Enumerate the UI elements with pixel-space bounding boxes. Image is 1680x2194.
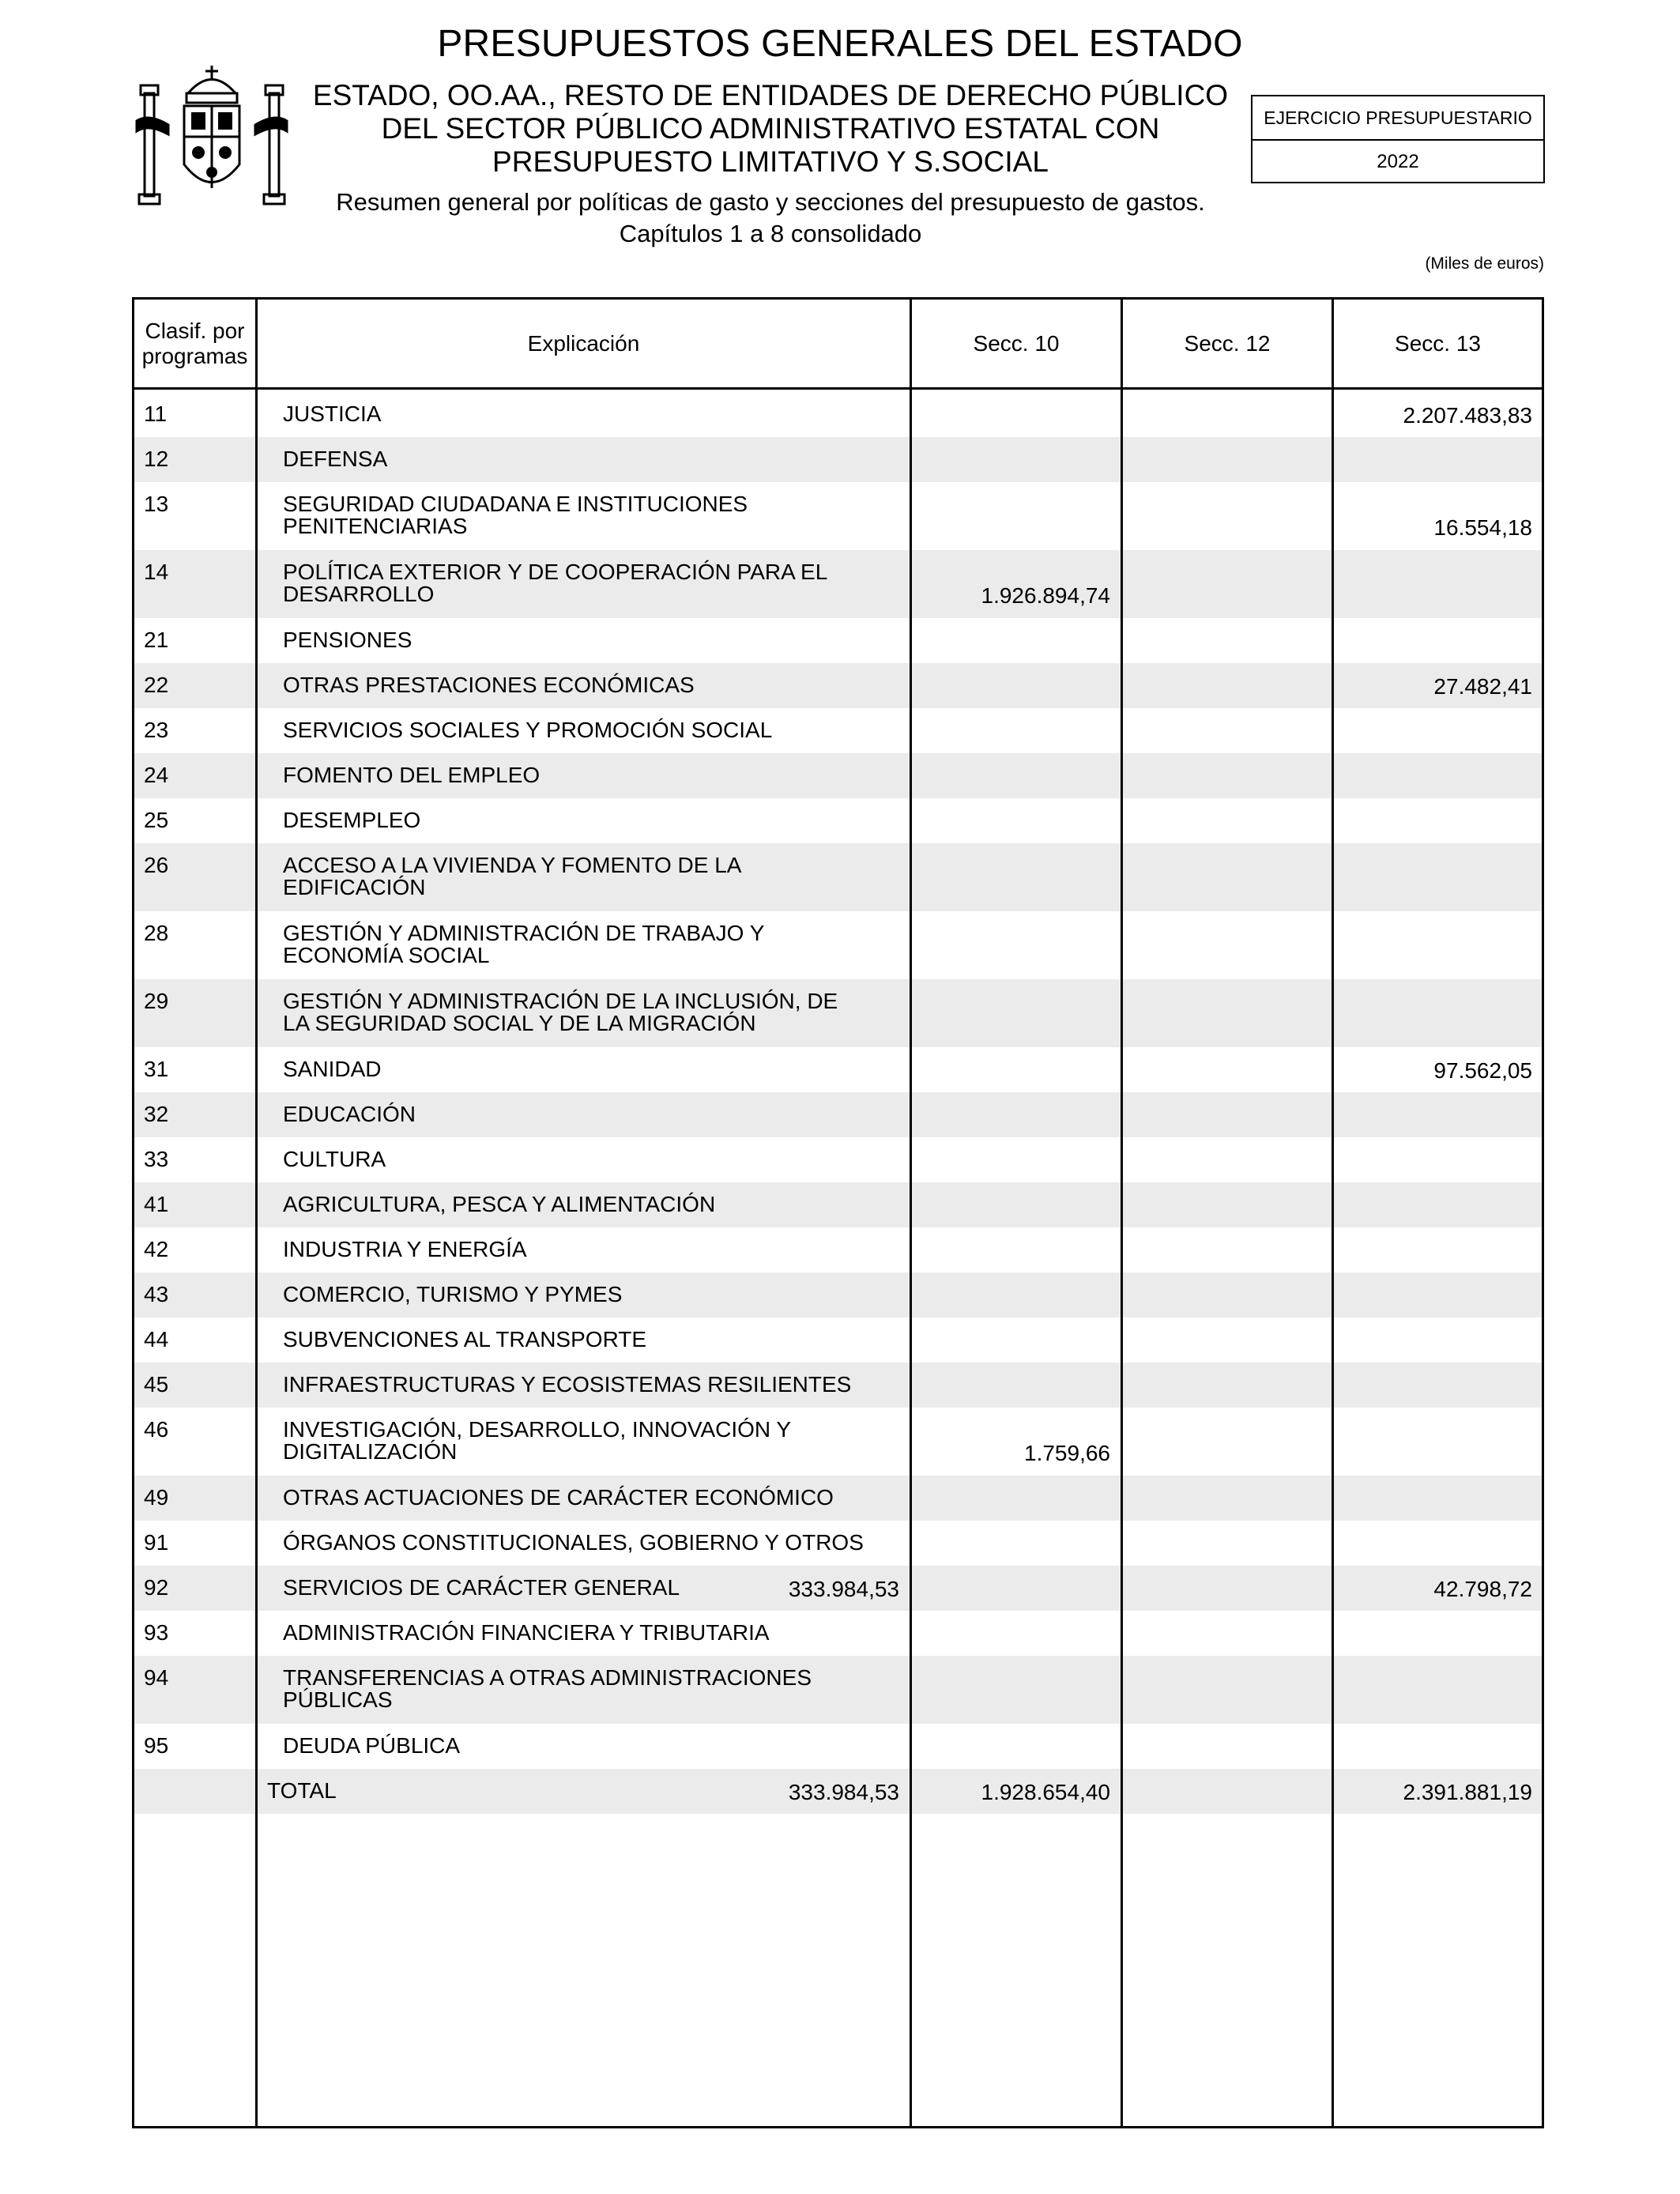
program-code: 14 xyxy=(144,560,169,584)
total-label: TOTAL xyxy=(267,1778,337,1803)
secc-12-value: 1.926.894,74 xyxy=(981,583,1110,608)
table-row xyxy=(134,843,1542,911)
description-line: TRANSFERENCIAS A OTRAS ADMINISTRACIONES xyxy=(283,1665,812,1690)
description-line: OTRAS PRESTACIONES ECONÓMICAS xyxy=(283,673,695,697)
description-line: POLÍTICA EXTERIOR Y DE COOPERACIÓN PARA EL xyxy=(283,560,828,584)
description-line: DEUDA PÚBLICA xyxy=(283,1733,461,1758)
column-divider xyxy=(1121,297,1123,2128)
fiscal-year-box xyxy=(1251,95,1545,183)
table-row xyxy=(134,911,1542,979)
secc-13-value: 2.207.483,83 xyxy=(1403,403,1532,428)
column-header-explicacion: Explicación xyxy=(527,330,640,356)
program-code: 41 xyxy=(144,1192,169,1216)
secc-13-value: 97.562,05 xyxy=(1433,1058,1532,1083)
program-code: 28 xyxy=(144,921,169,945)
description-line: INDUSTRIA Y ENERGÍA xyxy=(283,1237,527,1261)
secc-13-value: 27.482,41 xyxy=(1433,674,1532,699)
description-line: SERVICIOS DE CARÁCTER GENERAL xyxy=(283,1575,680,1600)
description-line: JUSTICIA xyxy=(283,401,382,426)
secc-10-value: 333.984,53 xyxy=(788,1577,899,1601)
description-line: DIGITALIZACIÓN xyxy=(283,1439,458,1464)
table-row xyxy=(134,482,1542,550)
table-row xyxy=(134,1363,1542,1408)
program-description xyxy=(283,493,931,537)
table-row xyxy=(134,1318,1542,1363)
program-description xyxy=(283,1667,931,1711)
table-row xyxy=(134,550,1542,618)
program-code: 94 xyxy=(144,1665,169,1690)
description-line: DEFENSA xyxy=(283,447,388,471)
program-code: 43 xyxy=(144,1282,169,1306)
table-row xyxy=(134,1182,1542,1227)
column-header-clasif xyxy=(134,300,255,387)
column-divider xyxy=(255,297,258,2128)
total-row xyxy=(134,1769,1542,1814)
program-code: 33 xyxy=(144,1147,169,1171)
program-description xyxy=(283,1148,931,1171)
program-description xyxy=(283,561,931,605)
program-description xyxy=(283,854,931,899)
program-code: 12 xyxy=(144,447,169,471)
column-header-line: programas xyxy=(141,343,248,368)
description-line: PENSIONES xyxy=(283,628,412,652)
program-description xyxy=(283,809,931,831)
description-line: EDIFICACIÓN xyxy=(283,875,426,899)
column-header-secc-10: Secc. 10 xyxy=(973,330,1060,356)
program-code: 44 xyxy=(144,1327,169,1351)
program-description xyxy=(283,448,931,470)
description-line: GESTIÓN Y ADMINISTRACIÓN DE TRABAJO Y xyxy=(283,921,765,945)
secc-13-value: 42.798,72 xyxy=(1433,1577,1532,1601)
total-secc-10: 333.984,53 xyxy=(788,1780,899,1804)
description-line: SUBVENCIONES AL TRANSPORTE xyxy=(283,1327,647,1351)
description-line: ACCESO A LA VIVIENDA Y FOMENTO DE LA xyxy=(283,853,742,877)
table-row xyxy=(134,437,1542,482)
program-code: 24 xyxy=(144,763,169,787)
column-divider xyxy=(1332,297,1334,2128)
document-title: PRESUPUESTOS GENERALES DEL ESTADO xyxy=(437,23,1243,65)
table-row xyxy=(134,1272,1542,1318)
program-description xyxy=(283,1419,931,1463)
column-divider xyxy=(910,297,912,2128)
program-description xyxy=(283,1103,931,1125)
total-secc-12: 1.928.654,40 xyxy=(981,1780,1110,1804)
secc-12-value: 1.759,66 xyxy=(1024,1441,1110,1465)
program-description xyxy=(283,1329,931,1351)
program-description xyxy=(283,764,931,786)
program-code: 93 xyxy=(144,1620,169,1645)
program-description xyxy=(283,1058,931,1080)
subtitle-line: PRESUPUESTO LIMITATIVO Y S.SOCIAL xyxy=(492,145,1049,178)
column-header-secc-12: Secc. 12 xyxy=(1184,330,1271,356)
units-note: (Miles de euros) xyxy=(1425,254,1544,273)
subtitle-line: ESTADO, OO.AA., RESTO DE ENTIDADES DE DERECHO PÚBLICO xyxy=(312,79,1229,111)
description-line: FOMENTO DEL EMPLEO xyxy=(283,763,541,787)
program-description xyxy=(283,1622,931,1644)
program-description xyxy=(283,1532,931,1554)
summary-line: Capítulos 1 a 8 consolidado xyxy=(619,220,922,247)
fiscal-year-value: 2022 xyxy=(1377,151,1419,172)
description-line: SANIDAD xyxy=(283,1057,382,1081)
table-row xyxy=(134,798,1542,843)
summary-heading xyxy=(284,187,1256,250)
description-line: AGRICULTURA, PESCA Y ALIMENTACIÓN xyxy=(283,1192,716,1216)
description-line: INVESTIGACIÓN, DESARROLLO, INNOVACIÓN Y xyxy=(283,1417,792,1442)
table-row xyxy=(134,1092,1542,1137)
table-row xyxy=(134,1521,1542,1566)
table-row xyxy=(134,1476,1542,1521)
program-code: 92 xyxy=(144,1575,169,1600)
description-line: PÚBLICAS xyxy=(283,1687,393,1712)
program-code: 29 xyxy=(144,989,169,1013)
description-line: ECONOMÍA SOCIAL xyxy=(283,943,490,967)
program-code: 31 xyxy=(144,1057,169,1081)
description-line: EDUCACIÓN xyxy=(283,1102,416,1126)
program-code: 26 xyxy=(144,853,169,877)
description-line: PENITENCIARIAS xyxy=(283,514,468,538)
description-line: ÓRGANOS CONSTITUCIONALES, GOBIERNO Y OTROS xyxy=(283,1530,864,1555)
program-code: 21 xyxy=(144,628,169,652)
table-row xyxy=(134,392,1542,437)
subtitle-line: DEL SECTOR PÚBLICO ADMINISTRATIVO ESTATAL CON xyxy=(381,112,1160,145)
program-description xyxy=(283,629,931,651)
program-description xyxy=(283,1284,931,1306)
description-line: DESARROLLO xyxy=(283,582,435,606)
program-description xyxy=(283,990,931,1035)
program-description xyxy=(283,1238,931,1261)
fiscal-year-label: EJERCICIO PRESUPUESTARIO xyxy=(1252,96,1543,141)
program-code: 42 xyxy=(144,1237,169,1261)
program-code: 49 xyxy=(144,1485,169,1510)
table-row xyxy=(134,1724,1542,1769)
program-code: 91 xyxy=(144,1530,169,1555)
program-code: 22 xyxy=(144,673,169,697)
table-row xyxy=(134,1656,1542,1724)
program-description xyxy=(283,1374,931,1396)
program-code: 95 xyxy=(144,1733,169,1758)
description-line: SEGURIDAD CIUDADANA E INSTITUCIONES xyxy=(283,492,748,516)
summary-line: Resumen general por políticas de gasto y secciones del presupuesto de gastos. xyxy=(336,188,1205,216)
program-code: 32 xyxy=(144,1102,169,1126)
table-row xyxy=(134,753,1542,798)
description-line: ADMINISTRACIÓN FINANCIERA Y TRIBUTARIA xyxy=(283,1620,770,1645)
program-description xyxy=(283,1735,931,1757)
table-row xyxy=(134,1566,1542,1611)
program-description xyxy=(283,1193,931,1216)
program-code: 13 xyxy=(144,492,169,516)
table-row xyxy=(134,708,1542,753)
program-code: 11 xyxy=(144,401,168,426)
description-line: DESEMPLEO xyxy=(283,808,421,832)
program-description xyxy=(283,922,931,967)
total-secc-13: 2.391.881,19 xyxy=(1403,1780,1532,1804)
table-row xyxy=(134,1611,1542,1656)
program-code: 46 xyxy=(144,1417,169,1442)
table-row xyxy=(134,1137,1542,1182)
program-description xyxy=(283,1487,931,1509)
program-code: 25 xyxy=(144,808,169,832)
program-description xyxy=(283,674,931,696)
column-header-line: Clasif. por xyxy=(145,318,245,343)
description-line: LA SEGURIDAD SOCIAL Y DE LA MIGRACIÓN xyxy=(283,1011,756,1035)
coat-of-arms-icon xyxy=(133,62,291,220)
description-line: INFRAESTRUCTURAS Y ECOSISTEMAS RESILIENTES xyxy=(283,1372,852,1397)
table-row xyxy=(134,1047,1542,1092)
description-line: SERVICIOS SOCIALES Y PROMOCIÓN SOCIAL xyxy=(283,718,773,742)
description-line: COMERCIO, TURISMO Y PYMES xyxy=(283,1282,623,1306)
program-code: 23 xyxy=(144,718,169,742)
description-line: CULTURA xyxy=(283,1147,386,1171)
column-header-secc-13: Secc. 13 xyxy=(1395,330,1481,356)
description-line: GESTIÓN Y ADMINISTRACIÓN DE LA INCLUSIÓN, DE xyxy=(283,989,838,1013)
description-line: OTRAS ACTUACIONES DE CARÁCTER ECONÓMICO xyxy=(283,1485,834,1510)
program-code: 45 xyxy=(144,1372,169,1397)
table-row xyxy=(134,663,1542,708)
document-subtitle xyxy=(284,79,1256,179)
table-row xyxy=(134,979,1542,1047)
table-row xyxy=(134,1408,1542,1476)
program-description xyxy=(283,719,931,741)
table-row xyxy=(134,1227,1542,1272)
secc-13-value: 16.554,18 xyxy=(1433,515,1532,540)
table-row xyxy=(134,618,1542,663)
program-description xyxy=(283,403,931,425)
